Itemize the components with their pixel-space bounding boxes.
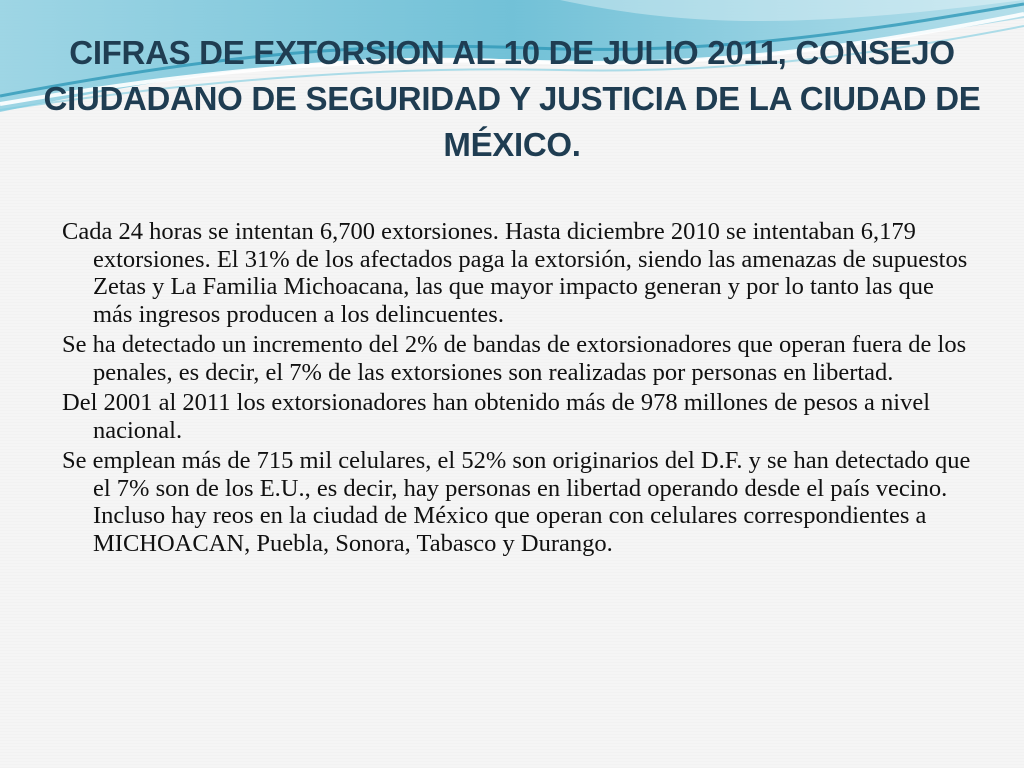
slide-body [62,218,972,560]
slide-title: CIFRAS DE EXTORSION AL 10 DE JULIO 2011, CONSEJO CIUDADANO DE SEGURIDAD Y JUSTICIA DE LA CIUDAD DE MÉXICO. [43,34,981,163]
paragraph-cellphones: Se emplean más de 715 mil celulares, el 52% son originarios del D.F. y se han detectado que el 7% son de los E.U., es decir, hay personas en libertad operando desde el país vecino. Incluso hay reos en la ciudad de México que operan con celulares correspondientes a MICHOACAN, Puebla, Sonora, Tabasco y Durango. [62,447,971,557]
paragraph-gang-increase: Se ha detectado un incremento del 2% de bandas de extorsionadores que operan fuera de los penales, es decir, el 7% de las extorsiones son realizadas por personas en libertad. [62,331,967,386]
paragraph-earnings: Del 2001 al 2011 los extorsionadores han obtenido más de 978 millones de pesos a nivel nacional. [62,389,931,444]
paragraph-extortion-attempts: Cada 24 horas se intentan 6,700 extorsiones. Hasta diciembre 2010 se intentaban 6,179 extorsiones. El 31% de los afectados paga la extorsión, siendo las amenazas de supuestos Zetas y La Familia Michoacana, las que mayor impacto generan y por lo tanto las que más ingresos producen a los delincuentes. [62,218,968,328]
